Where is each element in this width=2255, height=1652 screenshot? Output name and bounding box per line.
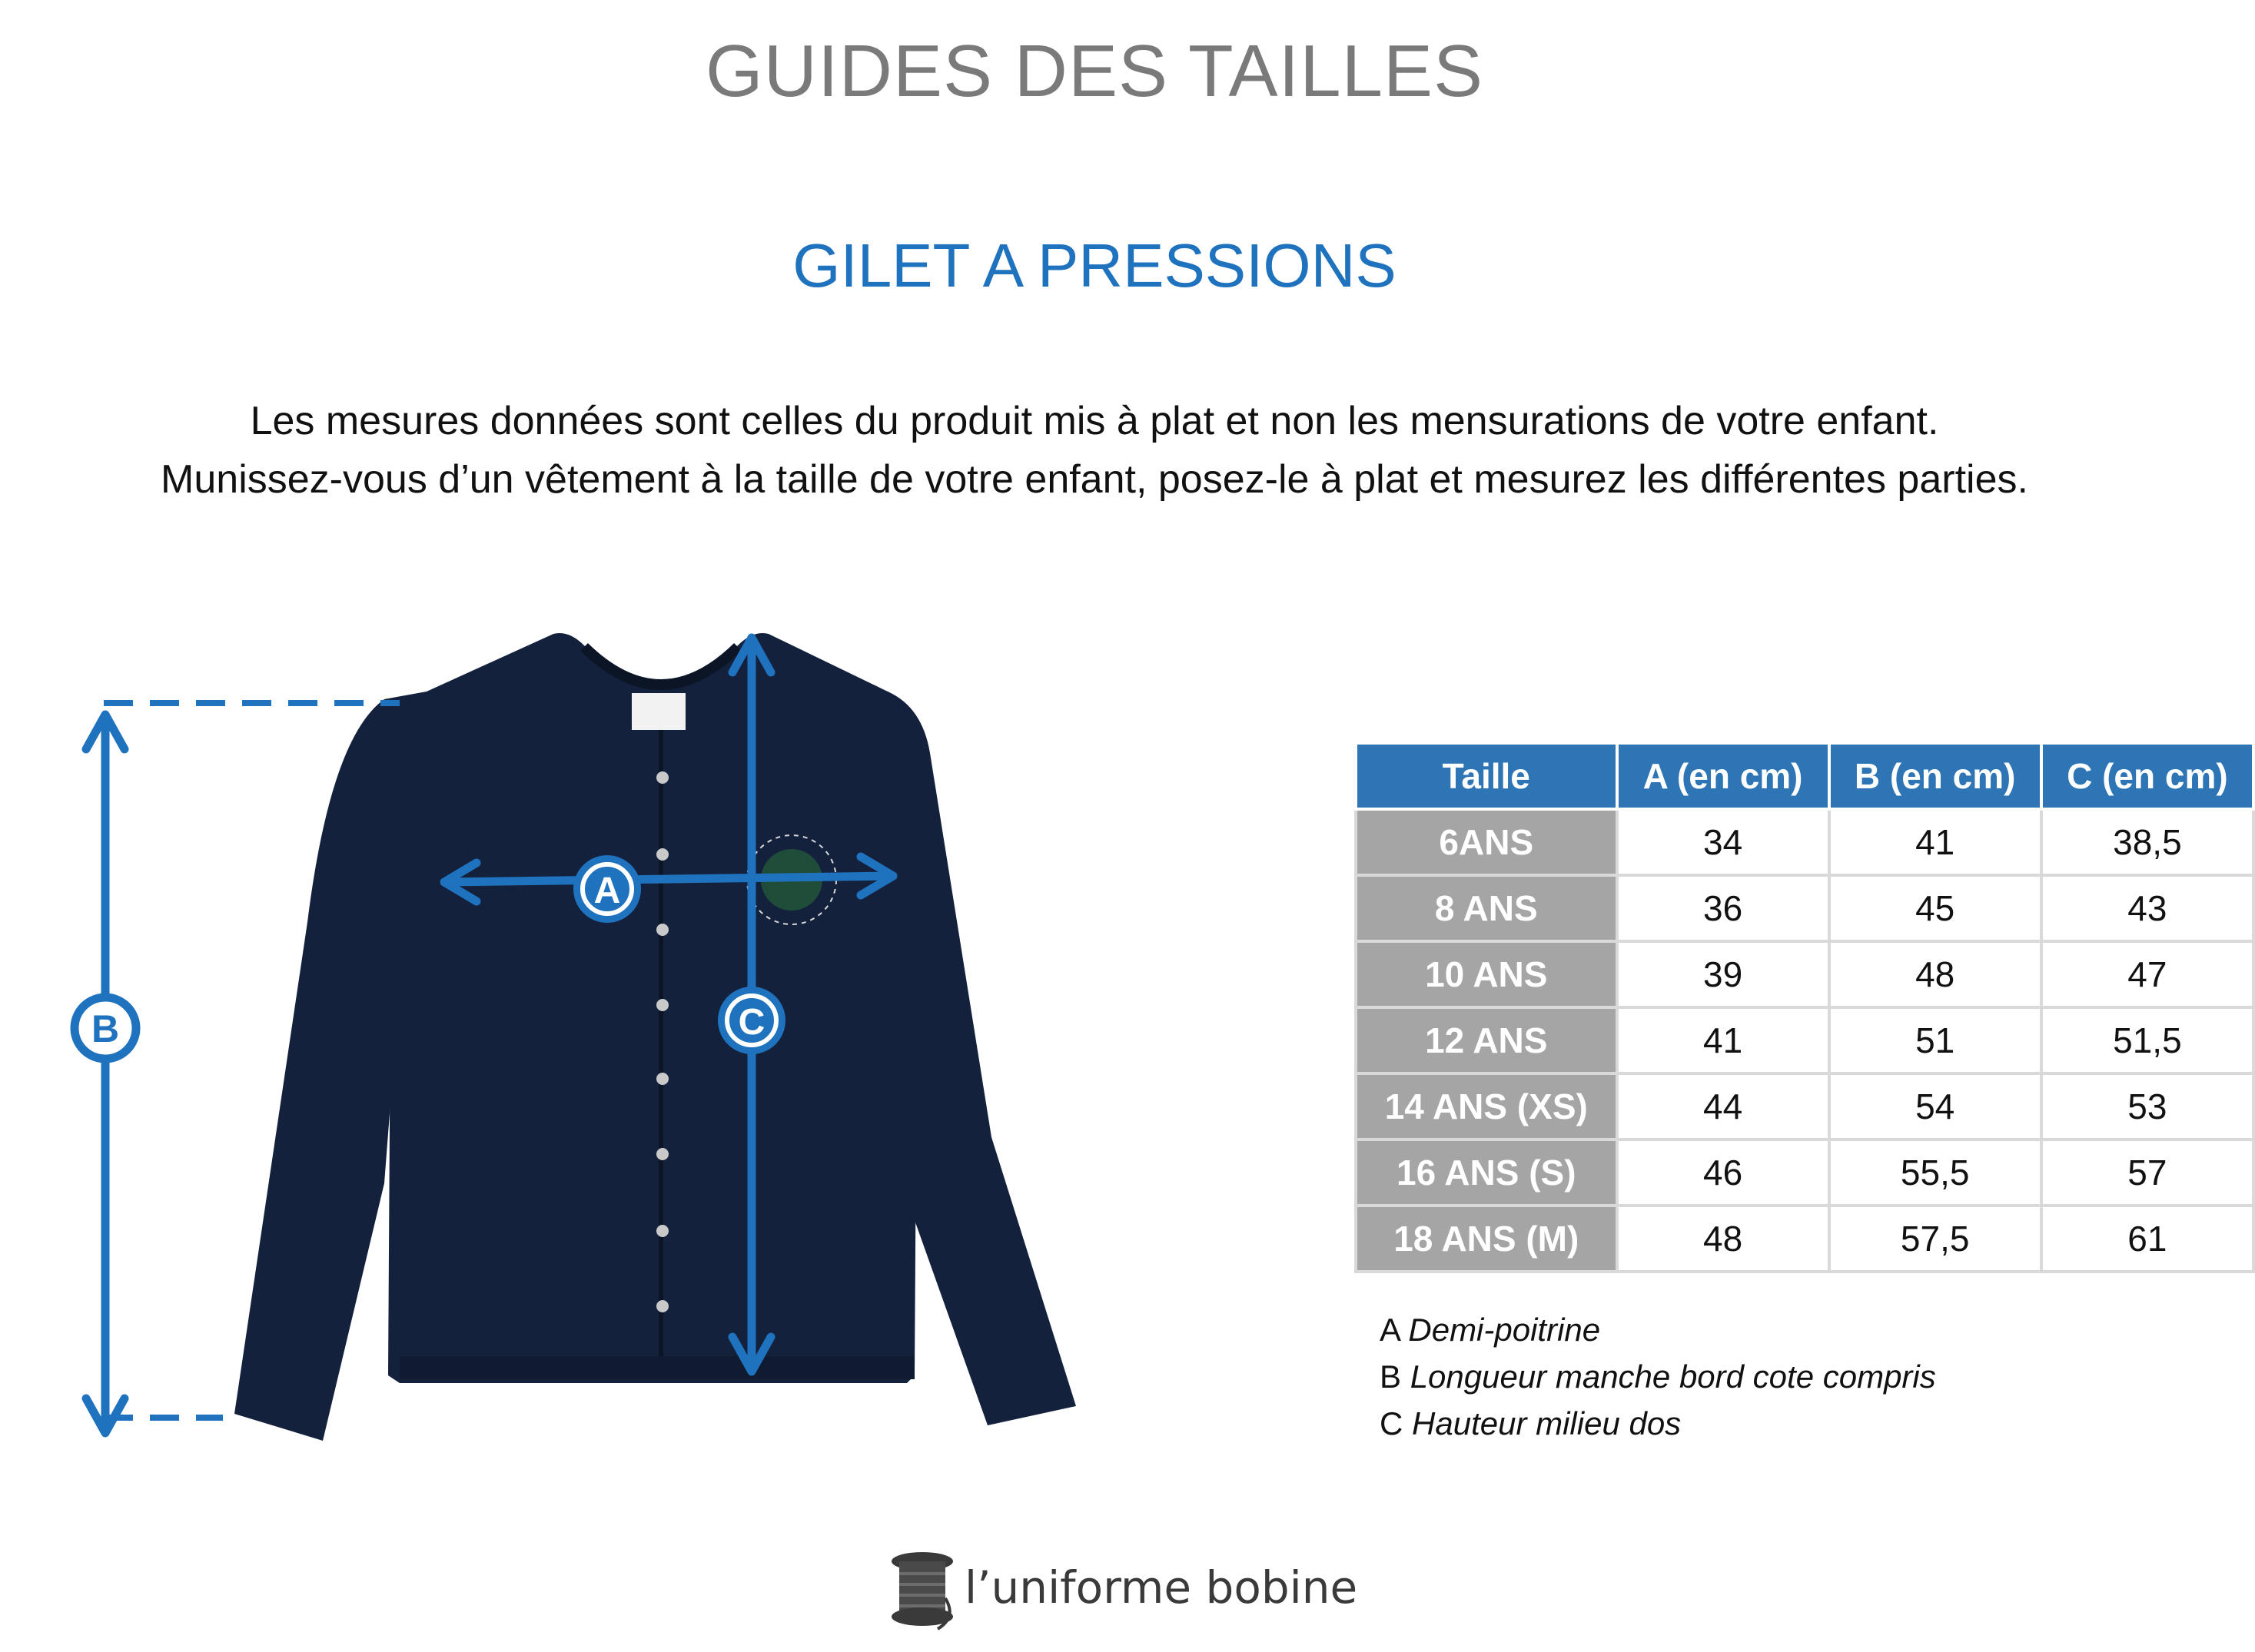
snap-button bbox=[656, 771, 669, 784]
size-cell: 12 ANS bbox=[1356, 1007, 1617, 1073]
value-cell: 57 bbox=[2041, 1139, 2253, 1206]
legend-label: Longueur manche bord cote compris bbox=[1410, 1358, 1936, 1395]
size-cell: 18 ANS (M) bbox=[1356, 1206, 1617, 1272]
brand-name: l’uniforme bobine bbox=[965, 1561, 1358, 1614]
legend-code: B bbox=[1380, 1358, 1402, 1395]
table-row bbox=[1356, 809, 2253, 875]
brand-label bbox=[632, 693, 686, 730]
garment-figure bbox=[0, 599, 1122, 1468]
value-cell: 43 bbox=[2041, 875, 2253, 941]
snap-button bbox=[656, 1148, 669, 1160]
value-cell: 47 bbox=[2041, 941, 2253, 1007]
table-row bbox=[1356, 1007, 2253, 1073]
value-cell: 38,5 bbox=[2041, 809, 2253, 875]
value-cell: 41 bbox=[1617, 1007, 1829, 1073]
intro-line-2: Munissez-vous d’un vêtement à la taille de votre enfant, posez-le à plat et mesurez les différentes parties. bbox=[161, 457, 2028, 502]
value-cell: 57,5 bbox=[1829, 1206, 2041, 1272]
size-cell: 10 ANS bbox=[1356, 941, 1617, 1007]
legend-item bbox=[1380, 1400, 1936, 1447]
snap-button bbox=[656, 999, 669, 1011]
value-cell: 51 bbox=[1829, 1007, 2041, 1073]
legend-label: Hauteur milieu dos bbox=[1412, 1405, 1682, 1441]
table-row bbox=[1356, 1073, 2253, 1139]
brand-logo bbox=[884, 1544, 1358, 1637]
value-cell: 45 bbox=[1829, 875, 2041, 941]
header-taille: Taille bbox=[1356, 743, 1617, 809]
size-table bbox=[1354, 741, 2255, 1273]
table-header-row bbox=[1356, 743, 2253, 809]
marker-b bbox=[75, 997, 136, 1059]
size-cell: 6ANS bbox=[1356, 809, 1617, 875]
intro-text bbox=[0, 392, 2189, 509]
product-title: GILET A PRESSIONS bbox=[792, 231, 1397, 300]
value-cell: 36 bbox=[1617, 875, 1829, 941]
size-cell: 14 ANS (XS) bbox=[1356, 1073, 1617, 1139]
value-cell: 34 bbox=[1617, 809, 1829, 875]
marker-c bbox=[721, 990, 782, 1051]
snap-button bbox=[656, 1073, 669, 1085]
snap-button bbox=[656, 1300, 669, 1312]
value-cell: 41 bbox=[1829, 809, 2041, 875]
page-title: GUIDES DES TAILLES bbox=[705, 30, 1484, 112]
cardigan-body bbox=[388, 633, 918, 1383]
table-row bbox=[1356, 1206, 2253, 1272]
cardigan-illustration bbox=[0, 599, 1122, 1468]
header-c: C (en cm) bbox=[2041, 743, 2253, 809]
header-b: B (en cm) bbox=[1829, 743, 2041, 809]
value-cell: 51,5 bbox=[2041, 1007, 2253, 1073]
legend-item bbox=[1380, 1353, 1936, 1400]
snap-button bbox=[656, 1225, 669, 1237]
hem-rib bbox=[400, 1356, 915, 1379]
legend-label: Demi-poitrine bbox=[1408, 1312, 1601, 1348]
value-cell: 61 bbox=[2041, 1206, 2253, 1272]
marker-b-label: B bbox=[91, 1007, 120, 1050]
table-row bbox=[1356, 1139, 2253, 1206]
value-cell: 44 bbox=[1617, 1073, 1829, 1139]
marker-a-label: A bbox=[593, 871, 621, 911]
size-cell: 16 ANS (S) bbox=[1356, 1139, 1617, 1206]
value-cell: 55,5 bbox=[1829, 1139, 2041, 1206]
marker-c-label: C bbox=[738, 1002, 766, 1043]
intro-line-1: Les mesures données sont celles du produit mis à plat et non les mensurations de votre enfant. bbox=[250, 399, 1939, 443]
snap-button bbox=[656, 924, 669, 936]
legend-item bbox=[1380, 1306, 1936, 1353]
value-cell: 39 bbox=[1617, 941, 1829, 1007]
table-row bbox=[1356, 875, 2253, 941]
spool-icon bbox=[884, 1544, 961, 1637]
size-cell: 8 ANS bbox=[1356, 875, 1617, 941]
marker-a bbox=[576, 858, 638, 920]
legend-code: A bbox=[1380, 1312, 1400, 1348]
value-cell: 53 bbox=[2041, 1073, 2253, 1139]
value-cell: 48 bbox=[1617, 1206, 1829, 1272]
header-a: A (en cm) bbox=[1617, 743, 1829, 809]
value-cell: 46 bbox=[1617, 1139, 1829, 1206]
legend-code: C bbox=[1380, 1405, 1403, 1441]
value-cell: 48 bbox=[1829, 941, 2041, 1007]
table-row bbox=[1356, 941, 2253, 1007]
snap-button bbox=[656, 848, 669, 861]
value-cell: 54 bbox=[1829, 1073, 2041, 1139]
measurement-legend bbox=[1380, 1306, 1936, 1447]
